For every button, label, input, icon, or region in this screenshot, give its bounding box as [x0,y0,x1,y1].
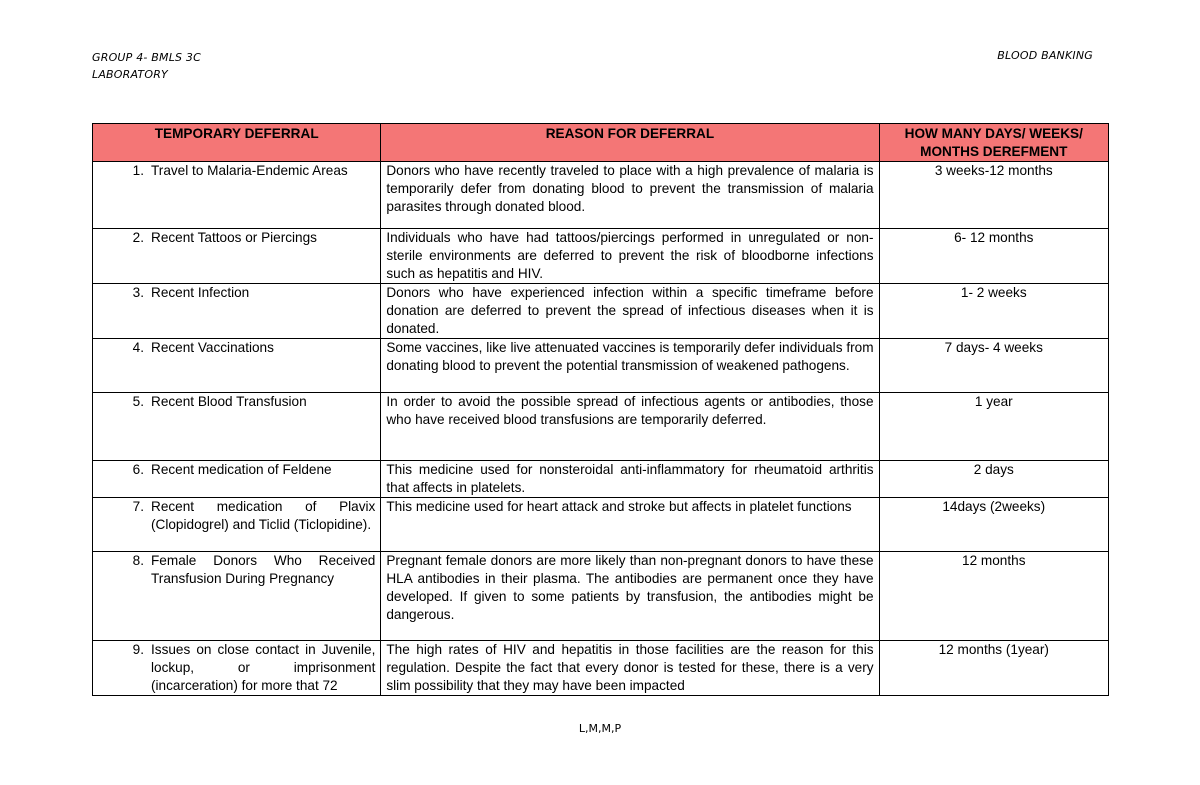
condition-text: Recent Tattoos or Piercings [151,230,317,245]
duration-cell: 2 days [879,461,1108,498]
duration-cell: 3 weeks-12 months [879,162,1108,229]
table-row [93,229,1109,284]
table-row [93,552,1109,641]
condition-cell [93,641,381,696]
row-number: 1. [132,163,144,178]
row-number: 3. [132,285,144,300]
condition-text: Recent medication of Plavix (Clopidogrel) and Ticlid (Ticlopidine). [151,499,376,532]
row-number: 6. [132,462,144,477]
deferral-table [92,123,1109,696]
condition-text: Recent Infection [151,285,250,300]
duration-cell: 1- 2 weeks [879,284,1108,339]
row-number: 2. [132,230,144,245]
reason-cell: Some vaccines, like live attenuated vaccines is temporarily defer individuals from donating blood to prevent the potential transmission of weakened pathogens. [381,339,879,393]
column-header-temporary-deferral: TEMPORARY DEFERRAL [93,124,381,162]
table-row [93,339,1109,393]
reason-cell: Pregnant female donors are more likely than non-pregnant donors to have these HLA antibodies in their plasma. The antibodies are permanent once they have developed. If given to some patients by transfusion, the antibodies might be dangerous. [381,552,879,641]
table-header-row [93,124,1109,162]
condition-cell [93,162,381,229]
condition-cell [93,393,381,461]
table-row [93,393,1109,461]
row-number: 8. [132,553,144,568]
table-row [93,498,1109,552]
condition-text: Travel to Malaria-Endemic Areas [151,163,348,178]
condition-text: Recent medication of Feldene [151,462,332,477]
duration-cell: 12 months (1year) [879,641,1108,696]
reason-cell: This medicine used for nonsteroidal anti-inflammatory for rheumatoid arthritis that affects in platelets. [381,461,879,498]
duration-cell: 14days (2weeks) [879,498,1108,552]
condition-cell [93,339,381,393]
reason-cell: Donors who have experienced infection within a specific timeframe before donation are deferred to prevent the spread of infectious diseases when it is donated. [381,284,879,339]
condition-cell [93,498,381,552]
reason-cell: In order to avoid the possible spread of infectious agents or antibodies, those who have received blood transfusions are temporarily deferred. [381,393,879,461]
table-row [93,284,1109,339]
column-header-reason: REASON FOR DEFERRAL [381,124,879,162]
row-number: 4. [132,340,144,355]
reason-cell: The high rates of HIV and hepatitis in those facilities are the reason for this regulation. Despite the fact that every donor is tested for these, there is a very slim possibility that they may have been impacted [381,641,879,696]
row-number: 9. [132,642,144,657]
duration-cell: 1 year [879,393,1108,461]
condition-text: Female Donors Who Received Transfusion During Pregnancy [151,553,376,586]
reason-cell: Individuals who have had tattoos/piercings performed in unregulated or non-sterile environments are deferred to prevent the risk of bloodborne infections such as hepatitis and HIV. [381,229,879,284]
page-footer: L,M,M,P [578,722,622,735]
condition-text: Recent Blood Transfusion [151,394,307,409]
row-number: 7. [132,499,144,514]
reason-cell: This medicine used for heart attack and stroke but affects in platelet functions [381,498,879,552]
duration-cell: 6- 12 months [879,229,1108,284]
condition-text: Issues on close contact in Juvenile, lockup, or imprisonment (incarceration) for more that 72 [151,642,376,693]
header-group: GROUP 4- BMLS 3C [92,51,201,64]
condition-cell [93,461,381,498]
condition-cell [93,229,381,284]
table-row [93,162,1109,229]
table-row [93,641,1109,696]
page-header-left [92,49,201,83]
column-header-duration: HOW MANY DAYS/ WEEKS/ MONTHS DEREFMENT [879,124,1108,162]
condition-text: Recent Vaccinations [151,340,274,355]
condition-cell [93,284,381,339]
header-laboratory: LABORATORY [92,68,168,81]
table-row [93,461,1109,498]
duration-cell: 12 months [879,552,1108,641]
condition-cell [93,552,381,641]
duration-cell: 7 days- 4 weeks [879,339,1108,393]
row-number: 5. [132,394,144,409]
reason-cell: Donors who have recently traveled to place with a high prevalence of malaria is temporarily defer from donating blood to prevent the transmission of malaria parasites through donated blood. [381,162,879,229]
header-blood-banking: BLOOD BANKING [997,49,1093,62]
